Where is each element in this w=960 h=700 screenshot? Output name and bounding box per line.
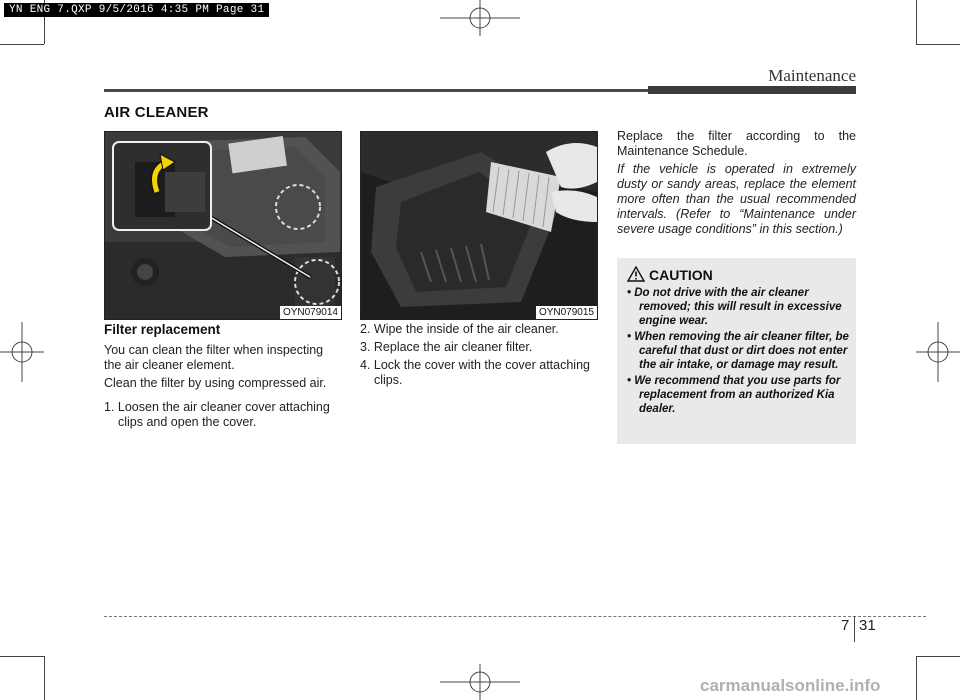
paragraph: Clean the filter by using compressed air. <box>104 376 327 390</box>
photo-air-cleaner-clips <box>104 131 342 320</box>
crop-mark <box>916 656 917 700</box>
step-1: 1. Loosen the air cleaner cover attaching clips and open the cover. <box>104 400 330 429</box>
warning-triangle-icon <box>627 266 645 282</box>
column-1 <box>104 322 340 430</box>
caution-item: • When removing the air cleaner filter, be careful that dust or dirt does not enter the air intake, or damage may result. <box>627 331 849 371</box>
header-bar <box>648 86 856 94</box>
section-title: Maintenance <box>768 66 856 85</box>
subheading-filter-replacement: Filter replacement <box>104 322 221 337</box>
step-2: 2. Wipe the inside of the air cleaner. <box>360 322 559 336</box>
column-2 <box>360 322 600 388</box>
crop-mark <box>44 656 45 700</box>
crop-mark <box>916 44 960 45</box>
caution-item: • We recommend that you use parts for replacement from an authorized Kia dealer. <box>627 375 841 415</box>
caution-item: • Do not drive with the air cleaner removed; this will result in excessive engine wear. <box>627 287 842 327</box>
footer-rule <box>104 616 926 617</box>
page-number: 31 <box>859 617 876 634</box>
step-4: 4. Lock the cover with the cover attaching clips. <box>360 358 590 387</box>
crop-mark <box>0 656 44 657</box>
column-3 <box>617 129 856 237</box>
step-3: 3. Replace the air cleaner filter. <box>360 340 533 354</box>
paragraph: Replace the filter according to the Maintenance Schedule. <box>617 129 856 158</box>
caution-list <box>627 286 849 418</box>
photo-code: OYN079014 <box>280 306 341 319</box>
engine-bay-illustration <box>105 132 341 319</box>
photo-air-cleaner-filter <box>360 131 598 320</box>
filter-removal-illustration <box>361 132 597 319</box>
chapter-number: 7 <box>841 617 850 634</box>
crop-mark <box>916 656 960 657</box>
page-heading: AIR CLEANER <box>104 104 209 121</box>
caution-title: CAUTION <box>649 267 713 283</box>
file-header: YN ENG 7.QXP 9/5/2016 4:35 PM Page 31 <box>4 3 269 17</box>
registration-mark-bottom <box>440 664 520 700</box>
crop-mark <box>916 0 917 44</box>
registration-mark-left <box>0 312 44 392</box>
page-divider <box>854 616 855 642</box>
crop-mark <box>0 44 44 45</box>
paragraph: You can clean the filter when inspecting the air cleaner element. <box>104 343 324 372</box>
registration-mark-right <box>916 312 960 392</box>
photo-code: OYN079015 <box>536 306 597 319</box>
watermark: carmanualsonline.info <box>700 676 881 695</box>
paragraph-italic: If the vehicle is operated in extremely dusty or sandy areas, replace the element more often than the usual recommended intervals. (Refer to “Maintenance under severe usage conditions” in this section.) <box>617 162 856 236</box>
registration-mark-top <box>440 0 520 36</box>
caution-box <box>617 258 856 444</box>
